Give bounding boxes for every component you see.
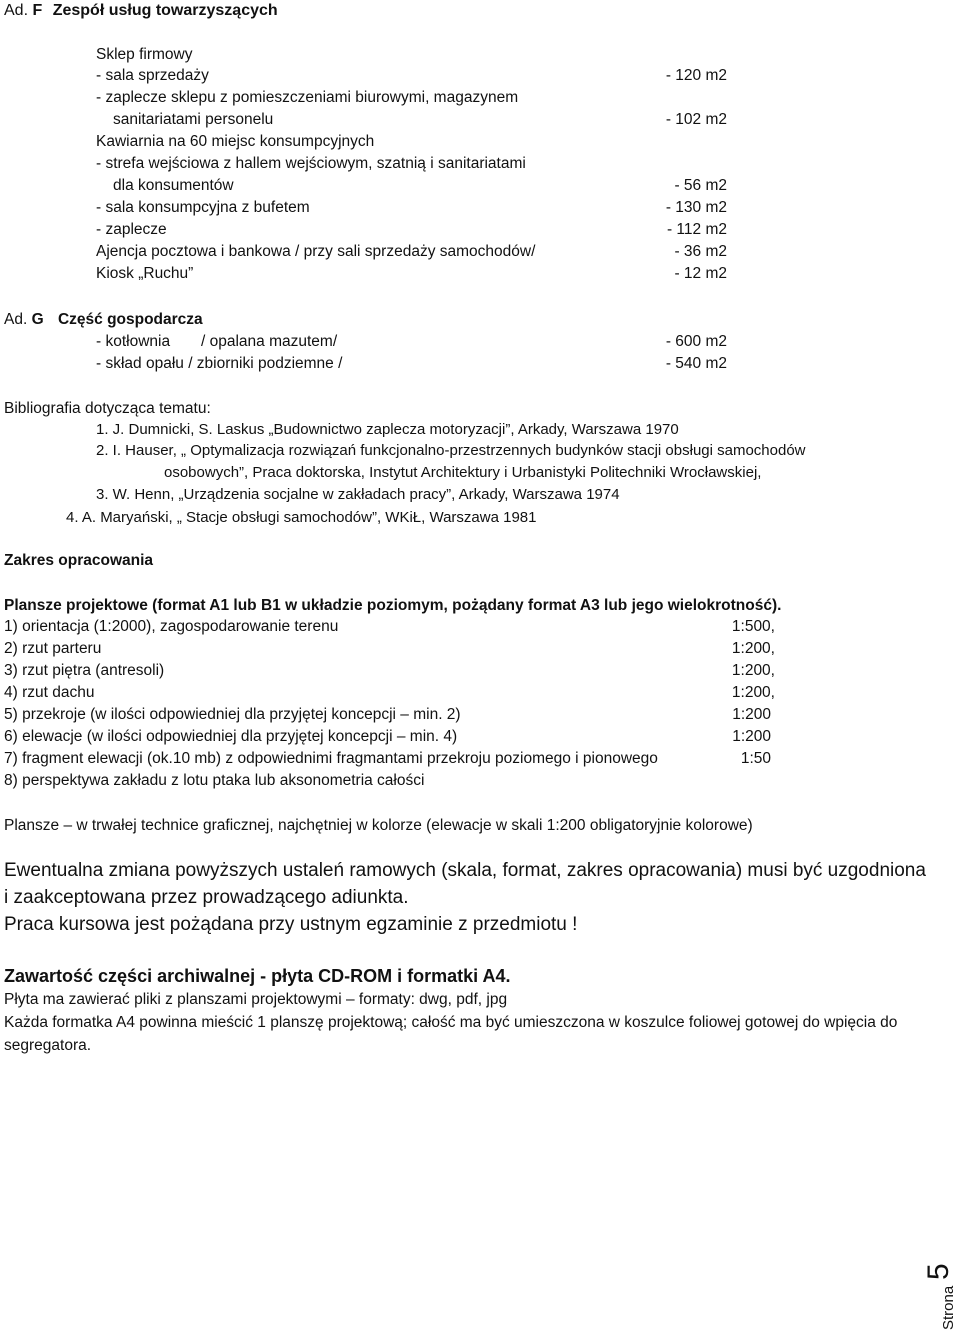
g-item-value: - 540 m2 (665, 355, 727, 372)
archive-line: Każda formatka A4 powinna mieścić 1 planszę projektową; całość ma być umieszczona w koszulce foliowej gotowej do wpięcia do (4, 1014, 898, 1031)
bibliography-entry: 3. W. Henn, „Urządzenia socjalne w zakładach pracy”, Arkady, Warszawa 1974 (96, 486, 620, 503)
f-item-label: - sala konsumpcyjna z bufetem (96, 199, 310, 216)
board-item: 3) rzut piętra (antresoli) (4, 662, 165, 679)
board-scale: 1:200, (731, 640, 775, 657)
section-f-letter: F (32, 2, 43, 19)
board-scale: 1:200, (731, 684, 775, 701)
board-scale: 1:200 (732, 706, 771, 723)
f-item-label: - zaplecze sklepu z pomieszczeniami biurowymi, magazynem (96, 89, 519, 106)
bibliography-entry: 2. I. Hauser, „ Optymalizacja rozwiązań funkcjonalno-przestrzennych budynków stacji obsługi samochodów (96, 442, 806, 459)
note-line: i zaakceptowana przez prowadzącego adiunkta. (4, 887, 409, 908)
board-item: 1) orientacja (1:2000), zagospodarowanie terenu (4, 618, 339, 635)
section-g-prefix: Ad. (4, 311, 28, 328)
f-item-label: - sala sprzedaży (96, 67, 209, 84)
board-item: 6) elewacje (w ilości odpowiedniej dla przyjętej koncepcji – min. 4) (4, 728, 458, 745)
section-f-prefix: Ad. (4, 2, 29, 19)
technique-note: Plansze – w trwałej technice graficznej, najchętniej w kolorze (elewacje w skali 1:200 obligatoryjnie kolorowe) (4, 817, 753, 834)
board-item: 8) perspektywa zakładu z lotu ptaka lub aksonometria całości (4, 772, 425, 789)
f-item-label: - strefa wejściowa z hallem wejściowym, szatnią i sanitariatami (96, 155, 526, 172)
bibliography-entry: 1. J. Dumnicki, S. Laskus „Budownictwo zaplecza motoryzacji”, Arkady, Warszawa 1970 (96, 421, 679, 438)
g-item-value: - 600 m2 (665, 333, 727, 350)
g-item-label: - skład opału / zbiorniki podziemne / (96, 355, 343, 372)
scope-heading: Zakres opracowania (4, 552, 154, 569)
board-item: 2) rzut parteru (4, 640, 102, 657)
f-item-label: - zaplecze (96, 221, 167, 238)
page-label: Strona (940, 1285, 957, 1330)
board-scale: 1:200, (731, 662, 775, 679)
board-item: 7) fragment elewacji (ok.10 mb) z odpowiednimi fragmantami przekroju poziomego i pionowego (4, 750, 658, 767)
section-g-heading (4, 310, 203, 330)
f-item-label: sanitariatami personelu (113, 111, 274, 128)
board-scale: 1:200 (732, 728, 771, 745)
f-item-label: Sklep firmowy (96, 46, 193, 63)
f-item-label: dla konsumentów (113, 177, 234, 194)
f-item-label: Kawiarnia na 60 miejsc konsumpcyjnych (96, 133, 375, 150)
g-item-label: - kotłownia (96, 333, 171, 350)
bibliography-entry: osobowych”, Praca doktorska, Instytut Architektury i Urbanistyki Politechniki Wrocławskiej, (164, 464, 762, 481)
page-digit: 5 (922, 1263, 955, 1280)
f-item-value: - 56 m2 (674, 177, 727, 194)
f-item-label: Ajencja pocztowa i bankowa / przy sali sprzedaży samochodów/ (96, 243, 536, 260)
board-scale: 1:500, (731, 618, 775, 635)
f-item-value: - 112 m2 (666, 221, 727, 238)
f-item-value: - 130 m2 (665, 199, 727, 216)
section-g-title: Część gospodarcza (57, 311, 203, 328)
archive-heading: Zawartość części archiwalnej - płyta CD-ROM i formatki A4. (4, 966, 511, 986)
f-item-value: - 120 m2 (665, 67, 727, 84)
board-item: 5) przekroje (w ilości odpowiedniej dla przyjętej koncepcji – min. 2) (4, 706, 461, 723)
section-f-title: Zespół usług towarzyszących (52, 2, 278, 19)
g-item-detail: / opalana mazutem/ (201, 333, 338, 350)
f-item-value: - 36 m2 (674, 243, 727, 260)
section-g-letter: G (31, 311, 44, 328)
boards-heading: Plansze projektowe (format A1 lub B1 w układzie poziomym, pożądany format A3 lub jego wielokrotność). (4, 597, 782, 614)
bibliography-entry: 4. A. Maryański, „ Stacje obsługi samochodów”, WKiŁ, Warszawa 1981 (66, 509, 537, 526)
f-item-label: Kiosk „Ruchu” (96, 265, 194, 282)
note-line: Ewentualna zmiana powyższych ustaleń ramowych (skala, format, zakres opracowania) musi być uzgodniona (4, 860, 926, 881)
archive-line: segregatora. (4, 1037, 92, 1054)
f-item-value: - 102 m2 (665, 111, 727, 128)
archive-line: Płyta ma zawierać pliki z planszami projektowymi – formaty: dwg, pdf, jpg (4, 991, 508, 1008)
note-line: Praca kursowa jest pożądana przy ustnym egzaminie z przedmiotu ! (4, 914, 578, 935)
board-item: 4) rzut dachu (4, 684, 95, 701)
board-scale: 1:50 (740, 750, 771, 767)
section-f-heading (4, 1, 278, 21)
page-number (922, 1240, 958, 1332)
bibliography-heading: Bibliografia dotycząca tematu: (4, 400, 211, 417)
f-item-value: - 12 m2 (674, 265, 727, 282)
